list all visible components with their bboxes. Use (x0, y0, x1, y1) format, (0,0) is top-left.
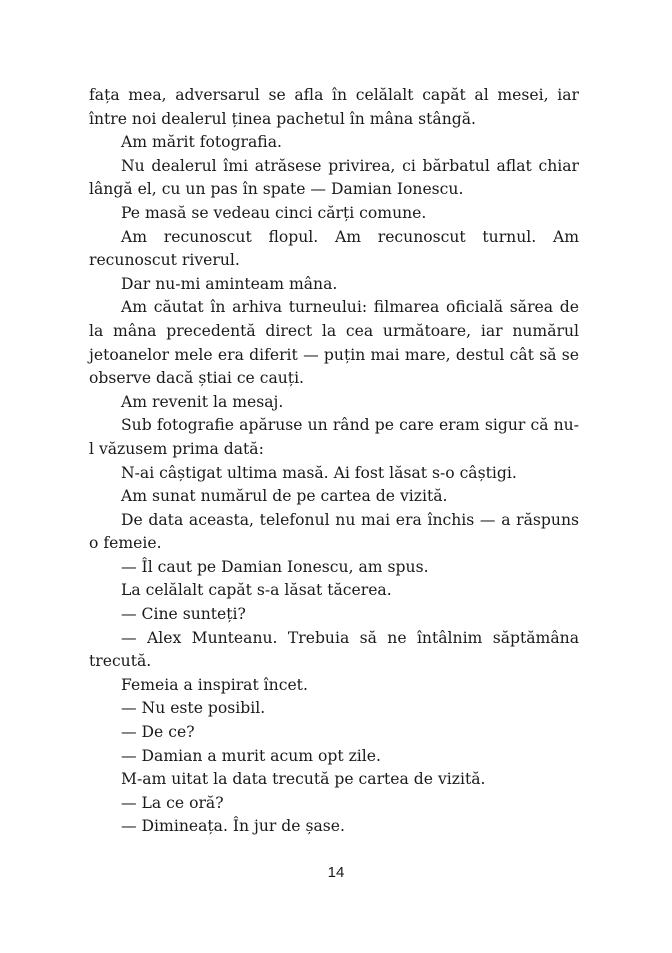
paragraph: La celălalt capăt s-a lăsat tăcerea. (121, 581, 392, 600)
paragraph: Sub fotografie apăruse un rând pe care eram sigur că nu-l văzusem prima dată: (89, 416, 579, 458)
paragraph: fața mea, adversarul se afla în celălalt capăt al mesei, iar între noi dealerul ținea pachetul în mâna stângă. (89, 86, 579, 128)
paragraph: Am sunat numărul de pe cartea de vizită. (121, 487, 448, 506)
paragraph: Am mărit fotografia. (121, 133, 282, 152)
paragraph: — Îl caut pe Damian Ionescu, am spus. (121, 557, 429, 576)
paragraph: — Damian a murit acum opt zile. (121, 746, 381, 765)
paragraph: Am revenit la mesaj. (121, 392, 284, 411)
paragraph: Dar nu-mi aminteam mâna. (121, 274, 338, 293)
page-number: 14 (327, 864, 345, 881)
paragraph: M-am uitat la data trecută pe cartea de vizită. (121, 770, 486, 789)
paragraph: Pe masă se vedeau cinci cărți comune. (121, 203, 427, 222)
paragraph: — Alex Munteanu. Trebuia să ne întâlnim săptămâna trecută. (89, 628, 579, 671)
paragraph: Femeia a inspirat încet. (121, 675, 308, 694)
paragraph: — Nu este posibil. (121, 699, 266, 718)
paragraph: — Dimineața. În jur de șase. (121, 817, 345, 836)
paragraph: — De ce? (121, 723, 195, 742)
paragraph: Nu dealerul îmi atrăsese privirea, ci bărbatul aflat chiar lângă el, cu un pas în spate — Damian Ionescu. (89, 156, 579, 199)
paragraph: De data aceasta, telefonul nu mai era închis — a răspuns o femeie. (89, 510, 579, 553)
paragraph: N-ai câștigat ultima masă. Ai fost lăsat s-o câștigi. (121, 463, 517, 482)
paragraph: — Cine sunteți? (121, 605, 246, 624)
paragraph: — La ce oră? (121, 793, 224, 812)
paragraph: Am recunoscut flopul. Am recunoscut turnul. Am recunoscut riverul. (89, 227, 579, 270)
book-page-body (89, 84, 579, 839)
paragraph: Am căutat în arhiva turneului: filmarea oficială sărea de la mâna precedentă direct la cea următoare, iar numărul jetoanelor mele era diferit — puțin mai mare, destul cât să se observe dacă știai ce cauți. (89, 298, 579, 388)
